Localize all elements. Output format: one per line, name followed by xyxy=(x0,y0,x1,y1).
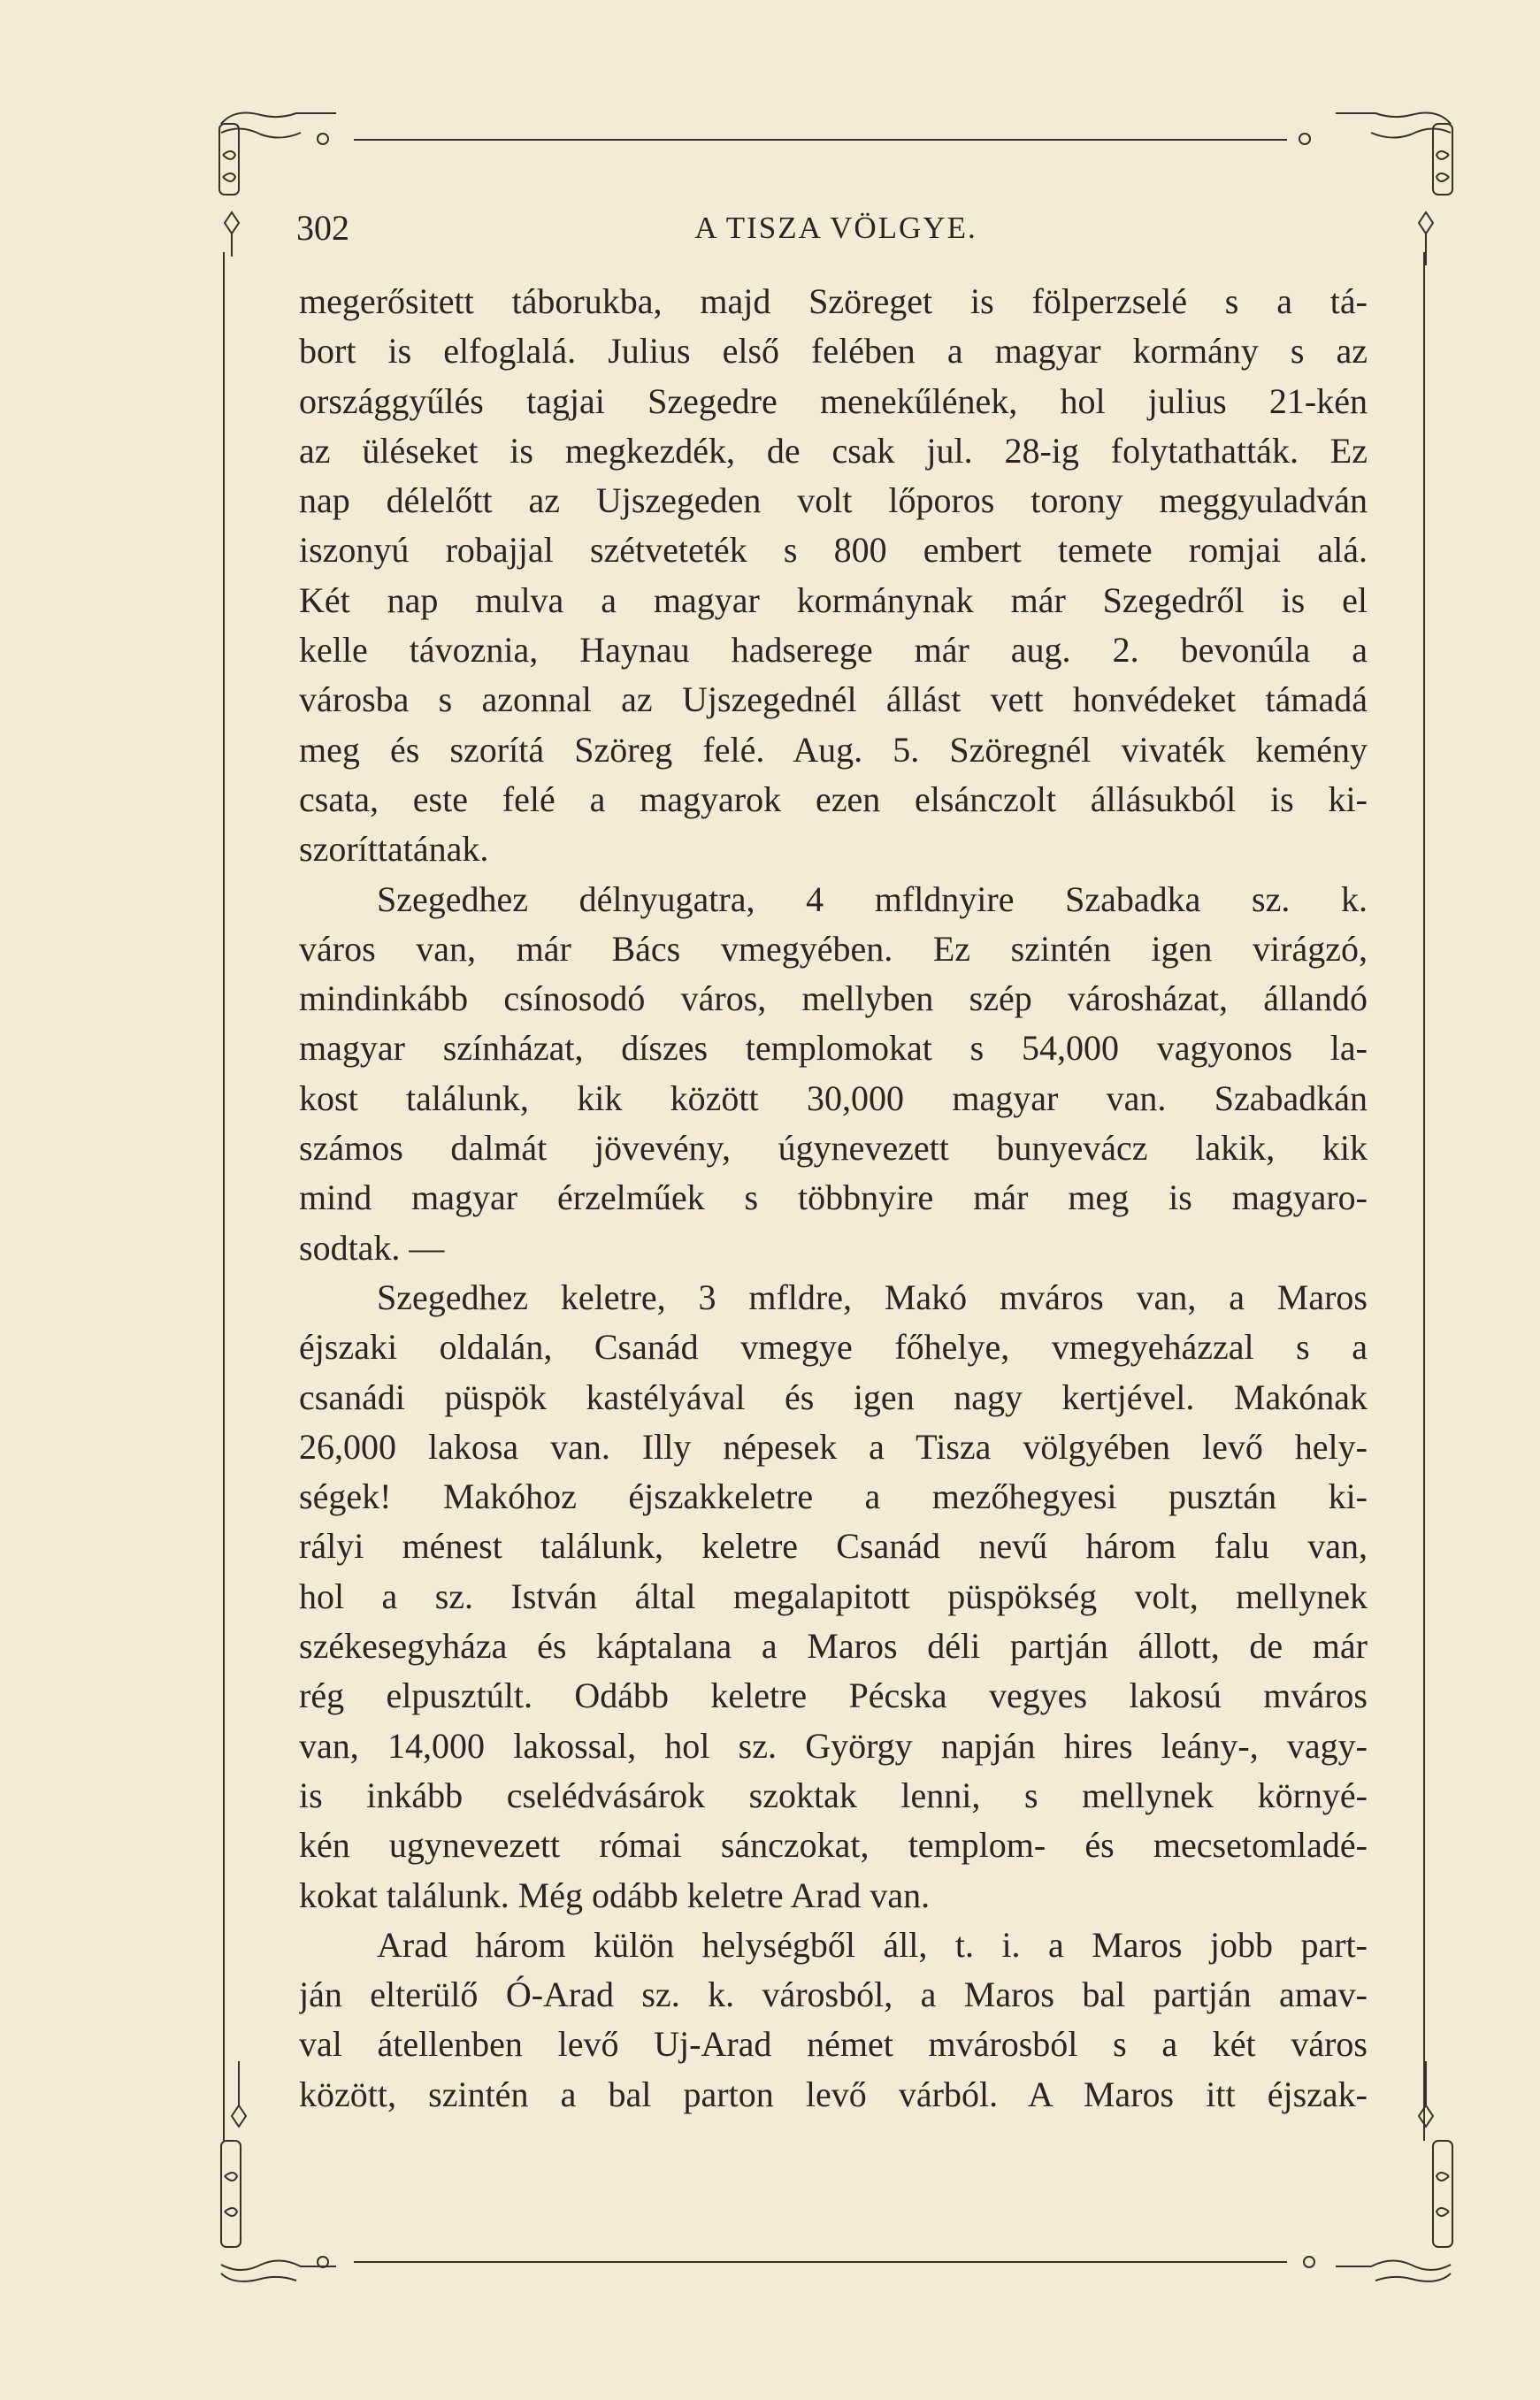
text-line: Arad három külön helységből áll, t. i. a Maros jobb part- xyxy=(377,1924,1368,1965)
text-line: országgyűlés tagjai Szegedre menekűlének, hol julius 21-kén xyxy=(299,380,1368,421)
text-line: város van, már Bács vmegyében. Ez szintén igen virágzó, xyxy=(299,928,1368,969)
text-line: kost találunk, kik között 30,000 magyar van. Szabadkán xyxy=(299,1077,1368,1118)
text-line: csanádi püspök kastélyával és igen nagy kertjével. Makónak xyxy=(299,1376,1368,1417)
text-line: ján elterülő Ó-Arad sz. k. városból, a Maros bal partján amav- xyxy=(299,1974,1368,2015)
text-line: 26,000 lakosa van. Illy népesek a Tisza völgyében levő hely- xyxy=(299,1426,1368,1467)
text-line: rég elpusztúlt. Odább keletre Pécska vegyes lakosú mváros xyxy=(299,1675,1368,1716)
text-line: bort is elfoglalá. Julius első felében a magyar kormány s az xyxy=(299,331,1368,372)
text-line: városba s azonnal az Ujszegednél állást vett honvédeket támadá xyxy=(299,679,1368,720)
text-line: Szegedhez keletre, 3 mfldre, Makó mváros van, a Maros xyxy=(377,1277,1368,1317)
text-line: ségek! Makóhoz éjszakkeletre a mezőhegyesi pusztán ki- xyxy=(299,1476,1368,1517)
text-line: éjszaki oldalán, Csanád vmegye főhelye, vmegyeházzal s a xyxy=(299,1327,1368,1368)
text-line: szoríttatának. xyxy=(299,829,489,870)
text-line: is inkább cselédvásárok szoktak lenni, s mellynek környé- xyxy=(299,1775,1368,1815)
text-line: Két nap mulva a magyar kormánynak már Szegedről is el xyxy=(299,579,1368,620)
text-line: között, szintén a bal parton levő várból. A Maros itt éjszak- xyxy=(299,2074,1368,2114)
text-line: hol a sz. István által megalapitott püspökség volt, mellynek xyxy=(299,1576,1368,1616)
text-line: kelle távoznia, Haynau hadserege már aug. 2. bevonúla a xyxy=(299,630,1368,671)
text-line: sodtak. — xyxy=(299,1227,445,1268)
page-number: 302 xyxy=(296,208,349,248)
text-line: megerősitett táborukba, majd Szöreget is fölperzselé s a tá- xyxy=(299,281,1368,321)
text-line: iszonyú robajjal szétveteték s 800 embert temete romjai alá. xyxy=(299,530,1368,571)
text-line: rályi ménest találunk, keletre Csanád nevű három falu van, xyxy=(299,1526,1368,1567)
text-line: Szegedhez délnyugatra, 4 mfldnyire Szabadka sz. k. xyxy=(377,878,1368,919)
text-line: kén ugynevezett római sánczokat, templom- és mecsetomladé- xyxy=(299,1825,1368,1866)
running-title: A TISZA VÖLGYE. xyxy=(694,211,977,245)
text-line: van, 14,000 lakossal, hol sz. György napján hires leány-, vagy- xyxy=(299,1725,1368,1766)
text-line: nap délelőtt az Ujszegeden volt lőporos torony meggyuladván xyxy=(299,480,1368,521)
text-line: mindinkább csínosodó város, mellyben szép városházat, állandó xyxy=(299,978,1368,1019)
text-line: az üléseket is megkezdék, de csak jul. 28-ig folytathatták. Ez xyxy=(299,430,1368,471)
text-line: val átellenben levő Uj-Arad német mvárosból s a két város xyxy=(299,2024,1368,2065)
text-line: meg és szorítá Szöreg felé. Aug. 5. Szöregnél vivaték kemény xyxy=(299,729,1368,770)
text-line: számos dalmát jövevény, úgynevezett bunyevácz lakik, kik xyxy=(299,1128,1368,1169)
text-line: magyar színházat, díszes templomokat s 54,000 vagyonos la- xyxy=(299,1028,1368,1069)
body-text xyxy=(299,277,1368,2120)
page-header xyxy=(296,202,1375,255)
text-line: kokat találunk. Még odább keletre Arad van. xyxy=(299,1875,931,1915)
text-line: mind magyar érzelműek s többnyire már meg is magyaro- xyxy=(299,1177,1368,1218)
text-line: székesegyháza és káptalana a Maros déli partján állott, de már xyxy=(299,1626,1368,1667)
text-line: csata, este felé a magyarok ezen elsánczolt állásukból is ki- xyxy=(299,778,1368,819)
